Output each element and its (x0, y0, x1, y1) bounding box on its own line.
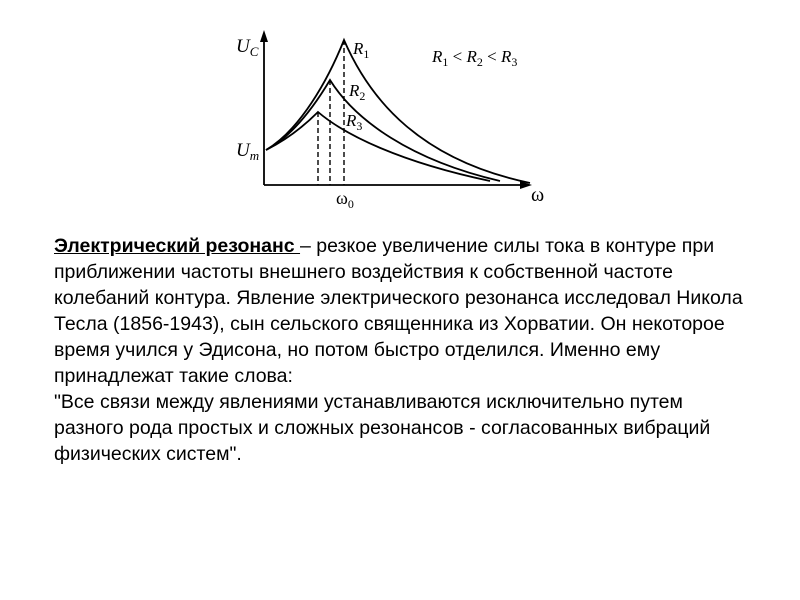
tesla-quote: "Все связи между явлениями устанавливаются исключительно путем разного рода простых и сложных резонансов - согласованных вибраций физических систем". (54, 391, 711, 465)
curve-label-r1: $R_1$ (353, 39, 370, 61)
definition-text: – резкое увеличение силы тока в контуре при приближении частоты внешнего воздействия к собственной частоте колебаний контура. Явление электрического резонанса исследовал Никола Тесла (1856-1943), сын сельского священника из Хорватии. Он некоторое время учился у Эдисона, но потом быстро отделился. Именно ему принадлежат такие слова: (54, 235, 743, 387)
term-electric-resonance: Электрический резонанс (54, 235, 301, 257)
paragraph-definition (54, 233, 754, 389)
x-axis-label: ω (531, 184, 545, 206)
description-text (54, 233, 754, 467)
curve-label-r3: $R_3$ (346, 111, 363, 133)
origin-label: $U_m$ (236, 140, 260, 163)
resistance-relation: $R_1 < R_2 < R_3$ (432, 47, 518, 69)
curve-label-r2: $R_2$ (349, 81, 366, 103)
y-axis-label: $U_C$ (236, 36, 259, 59)
omega0-label: $\omega_0$ (336, 188, 354, 211)
resonance-curves-diagram (0, 0, 800, 220)
y-axis-arrow (260, 30, 268, 42)
curve-r2 (266, 80, 500, 181)
